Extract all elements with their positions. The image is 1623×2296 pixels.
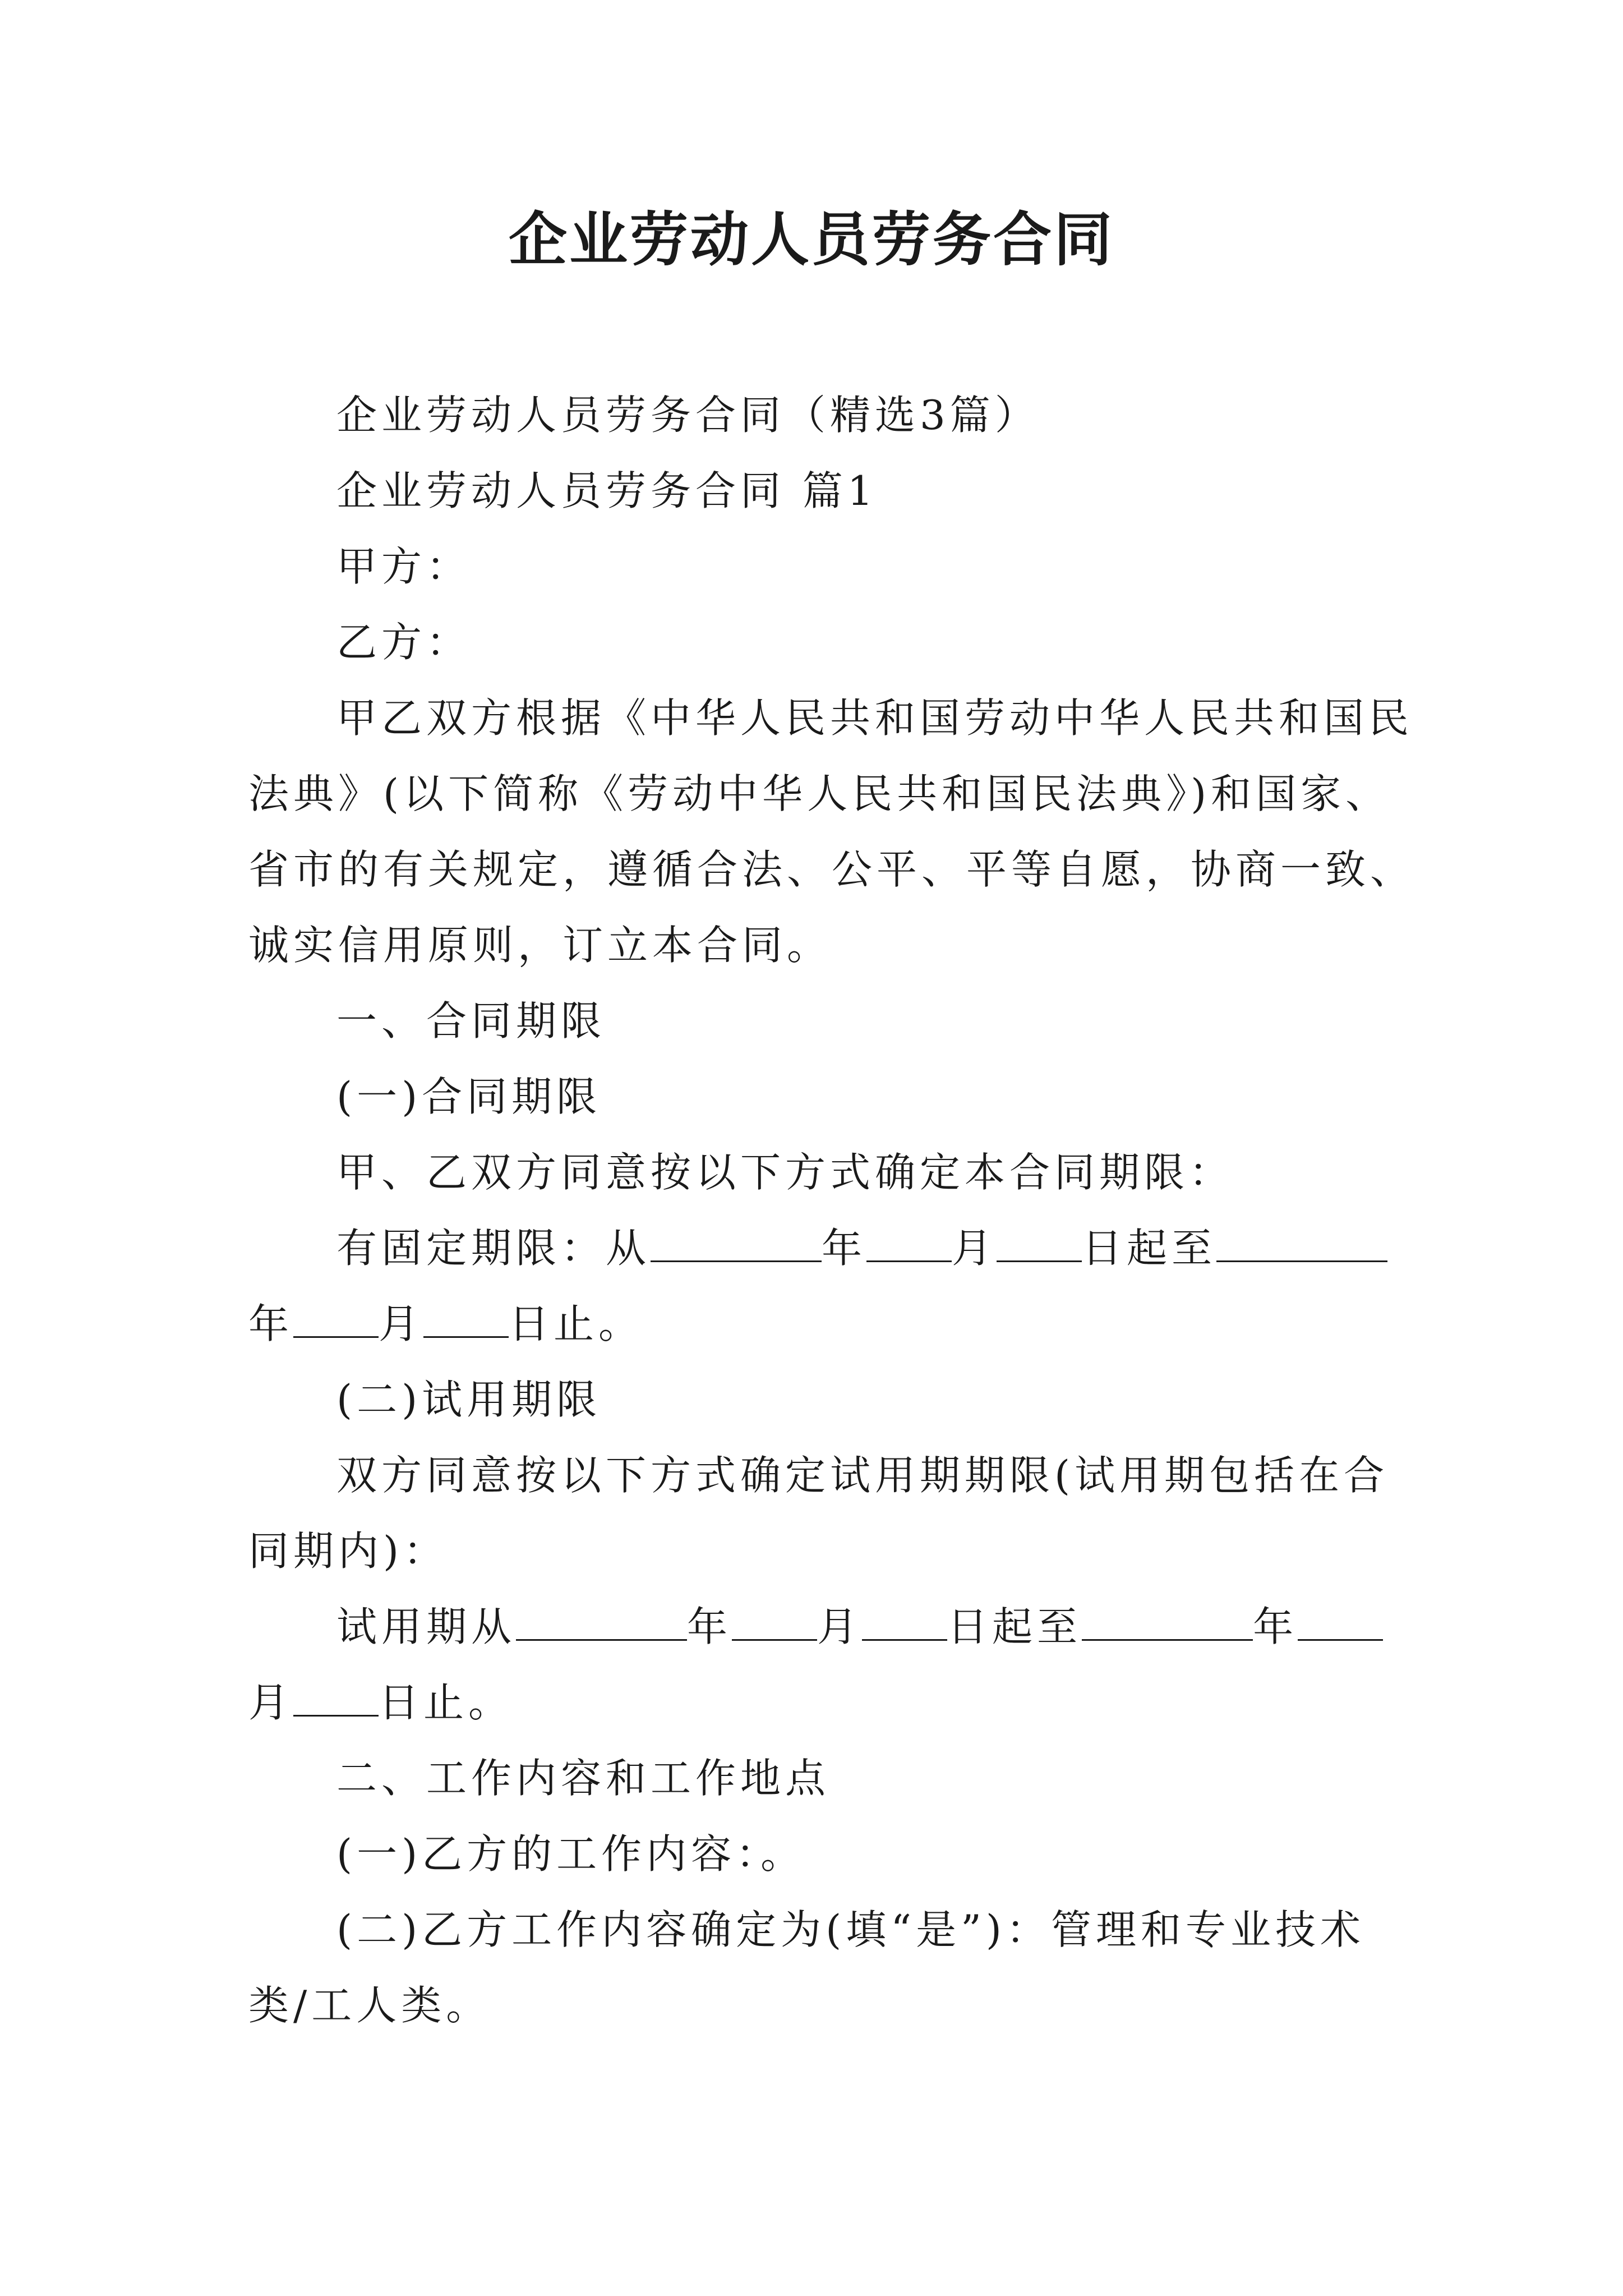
trial-start-year-blank[interactable] <box>516 1607 687 1641</box>
day-start-label: 日起至 <box>947 1603 1082 1650</box>
section-heading: 企业劳动人员劳务合同 篇1 <box>336 467 878 514</box>
clause-2-sub-1: (一)乙方的工作内容：。 <box>336 1830 806 1878</box>
trial-period-line-2 <box>248 1674 513 1731</box>
year-label: 年 <box>822 1225 867 1272</box>
month-label: 月 <box>952 1225 997 1272</box>
year-label: 年 <box>248 1300 294 1347</box>
day-start-label: 日起至 <box>1082 1225 1217 1272</box>
month-label: 月 <box>817 1603 863 1650</box>
intro-line-4: 诚实信用原则，订立本合同。 <box>248 922 832 969</box>
clause-1-heading: 一、合同期限 <box>336 997 606 1045</box>
year-label: 年 <box>1253 1603 1298 1650</box>
intro-line-2: 法典》(以下简称《劳动中华人民共和国民法典》)和国家、 <box>248 770 1391 817</box>
clause-1-sub-1: (一)合同期限 <box>336 1073 602 1120</box>
trial-start-day-blank[interactable] <box>862 1607 947 1641</box>
trial-end-month-blank[interactable] <box>1298 1607 1383 1641</box>
document-subtitle: 企业劳动人员劳务合同（精选3篇） <box>336 392 1040 439</box>
trial-prefix: 试用期从 <box>336 1603 517 1650</box>
start-year-blank[interactable] <box>651 1228 822 1262</box>
trial-text-line-1: 双方同意按以下方式确定试用期期限(试用期包括在合 <box>336 1452 1389 1499</box>
fixed-term-line-2 <box>248 1296 643 1352</box>
trial-period-line-1 <box>336 1599 1383 1655</box>
party-a-label: 甲方： <box>336 543 472 590</box>
day-end-label: 日止。 <box>509 1300 644 1347</box>
clause-2-sub-2-line-1: (二)乙方工作内容确定为(填“是”)：管理和专业技术 <box>336 1906 1365 1953</box>
end-year-blank[interactable] <box>1216 1228 1387 1262</box>
start-month-blank[interactable] <box>866 1228 952 1262</box>
month-label: 月 <box>379 1300 424 1347</box>
intro-line-3: 省市的有关规定，遵循合法、公平、平等自愿，协商一致、 <box>248 846 1415 893</box>
end-day-blank[interactable] <box>423 1304 509 1338</box>
day-end-label: 日止。 <box>379 1679 514 1726</box>
month-label: 月 <box>248 1679 294 1726</box>
year-label: 年 <box>687 1603 732 1650</box>
clause-1-sub-2: (二)试用期限 <box>336 1376 602 1423</box>
party-b-label: 乙方： <box>336 619 472 666</box>
trial-text-line-2: 同期内)： <box>248 1527 449 1575</box>
trial-end-year-blank[interactable] <box>1082 1607 1253 1641</box>
start-day-blank[interactable] <box>997 1228 1082 1262</box>
clause-2-heading: 二、工作内容和工作地点 <box>336 1755 831 1802</box>
trial-start-month-blank[interactable] <box>732 1607 817 1641</box>
trial-end-day-blank[interactable] <box>293 1682 379 1717</box>
fixed-term-line-1 <box>336 1220 1387 1276</box>
document-title: 企业劳动人员劳务合同 <box>508 205 1114 274</box>
clause-2-sub-2-line-2: 类/工人类。 <box>248 1982 491 2029</box>
end-month-blank[interactable] <box>293 1304 379 1338</box>
fixed-term-prefix: 有固定期限：从 <box>336 1225 651 1272</box>
clause-1-text-1: 甲、乙双方同意按以下方式确定本合同期限： <box>336 1149 1234 1196</box>
intro-line-1: 甲乙双方根据《中华人民共和国劳动中华人民共和国民 <box>336 694 1414 742</box>
